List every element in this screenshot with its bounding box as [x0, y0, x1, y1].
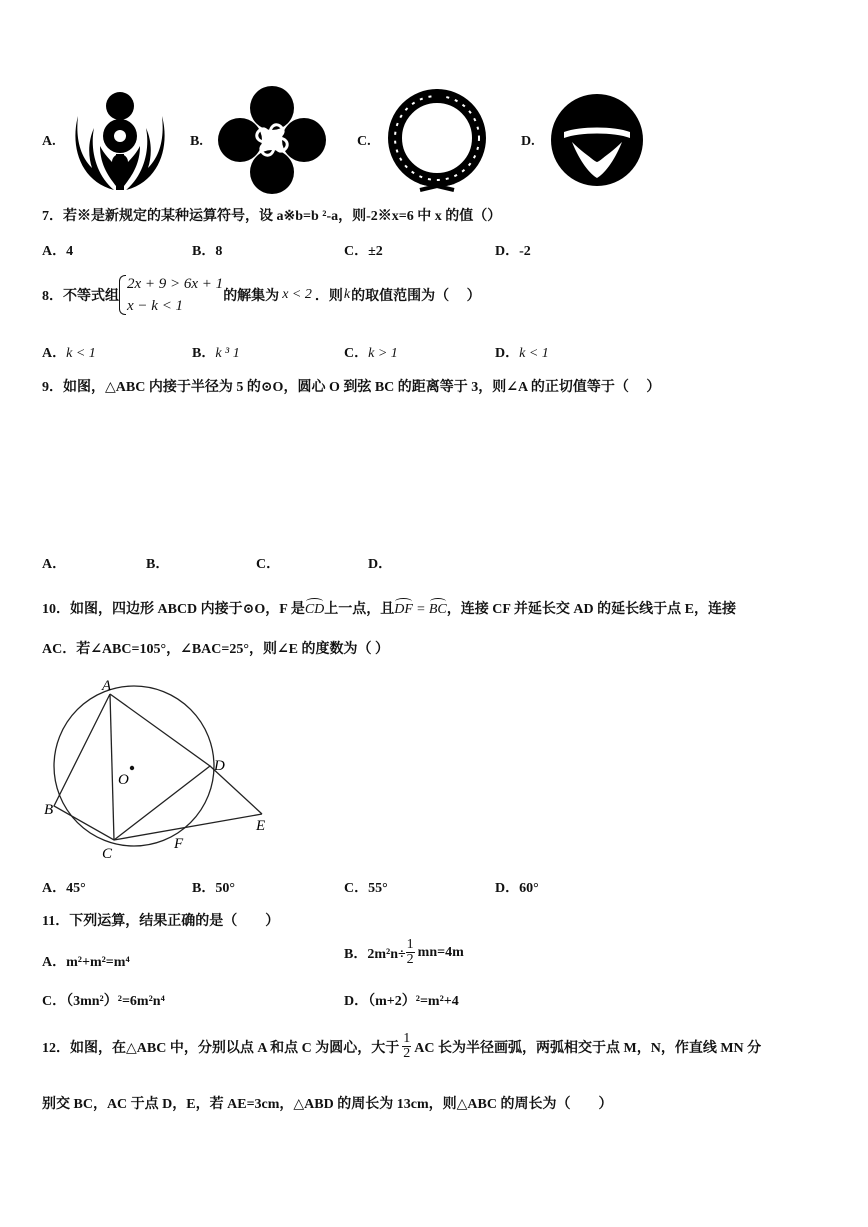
point-label-f: F: [174, 836, 184, 852]
q11-option-a: A．m²+m²=m⁴: [42, 955, 130, 970]
arc-cd: CD: [304, 602, 325, 617]
segment-ce: [114, 814, 262, 840]
q10-option-d: D．60°: [495, 881, 539, 896]
q8-suffix-a: 的解集为: [223, 289, 280, 304]
q10-question-line2: AC．若∠ABC=105°，∠BAC=25°，则∠E 的度数为（ ）: [42, 642, 390, 657]
arc-bc: BC: [428, 602, 447, 617]
q6-option-d-label: D.: [521, 134, 535, 149]
q7-option-b: B．8: [192, 244, 223, 259]
fraction-one-half: $\frac{1}{2}$: [403, 1031, 411, 1061]
q7-option-a: A．4: [42, 244, 74, 259]
diagonal-ac: [110, 694, 114, 840]
q10-option-c: C．55°: [344, 881, 388, 896]
point-label-d: D: [214, 758, 225, 774]
q6-option-a-label: A.: [42, 134, 56, 149]
q8-suffix-b: ．则: [314, 289, 343, 304]
q11-option-c: C．（3mn²）²=6m²n⁴: [42, 994, 165, 1009]
q8-k: k: [343, 287, 351, 302]
q7-option-c: C．±2: [344, 244, 383, 259]
fraction-one-half: $\frac{1}{2}$: [406, 937, 414, 967]
four-leaf-emblem-icon: [216, 84, 328, 196]
q11-option-d: D．（m+2）²=m²+4: [344, 994, 459, 1009]
q8-inequality-system: [119, 273, 223, 317]
q10-option-a: A．45°: [42, 881, 86, 896]
q11-question: 11．下列运算，结果正确的是（ ）: [42, 914, 280, 929]
q8-option-a: A．k < 1: [42, 346, 96, 361]
lotus-emblem-icon: [70, 86, 170, 196]
q9-question: 9．如图，△ABC 内接于半径为 5 的⊙O，圆心 O 到弦 BC 的距离等于 3，则∠A 的正切值等于（ ）: [42, 380, 661, 395]
q8-condition: x < 2: [282, 287, 312, 302]
q6-option-c-label: C.: [357, 134, 371, 149]
q7-option-d: D．-2: [495, 244, 531, 259]
point-label-b: B: [44, 802, 54, 818]
arc-df: DF: [394, 602, 413, 617]
laurel-wreath-icon: [380, 84, 494, 196]
q9-option-a: A．: [42, 557, 67, 572]
circular-leaf-emblem-icon: [550, 90, 644, 190]
q9-option-c: C．: [256, 557, 281, 572]
point-label-e: E: [256, 818, 266, 834]
q8-prefix: 8．不等式组: [42, 289, 119, 304]
q7-question: 7．若※是新规定的某种运算符号，设 a※b=b ²-a，则-2※x=6 中 x 的值（）: [42, 209, 502, 224]
q8-suffix-c: 的取值范围为（ ）: [351, 289, 481, 304]
q9-option-b: B．: [146, 557, 170, 572]
point-label-c: C: [102, 846, 113, 862]
q8-inequality-1: 2x + 9 > 6x + 1: [127, 276, 224, 292]
q12-question-line1: 12．如图，在△ABC 中，分别以点 A 和点 C 为圆心，大于 $\frac{1}{2}$ AC 长为半径画弧，两弧相交于点 M，N，作直线 MN 分: [42, 1031, 762, 1061]
point-label-o: O: [118, 772, 129, 788]
q10-option-b: B．50°: [192, 881, 235, 896]
q8-option-b: B．k ³ 1: [192, 346, 240, 361]
circle-o: [54, 686, 214, 846]
q6-option-b-label: B.: [190, 134, 203, 149]
q11-option-b: B．2m²n÷ $\frac{1}{2}$ mn=4m: [344, 937, 464, 967]
q8-option-c: C．k > 1: [344, 346, 398, 361]
circle-quadrilateral-figure: [40, 672, 280, 864]
q9-option-d: D．: [368, 557, 393, 572]
q8-inequality-2: x − k < 1: [127, 298, 184, 314]
q10-question-line1: 10．如图，四边形 ABCD 内接于⊙O，F 是CD上一点，且DF = BC，连接 CF 并延长交 AD 的延长线于点 E，连接: [42, 602, 736, 617]
q12-question-line2: 别交 BC，AC 于点 D，E，若 AE=3cm，△ABD 的周长为 13cm，则△ABC 的周长为（ ）: [42, 1097, 613, 1112]
center-point-o: [130, 766, 134, 770]
q8-question: [42, 273, 481, 317]
q8-option-d: D．k < 1: [495, 346, 549, 361]
point-label-a: A: [102, 678, 112, 694]
